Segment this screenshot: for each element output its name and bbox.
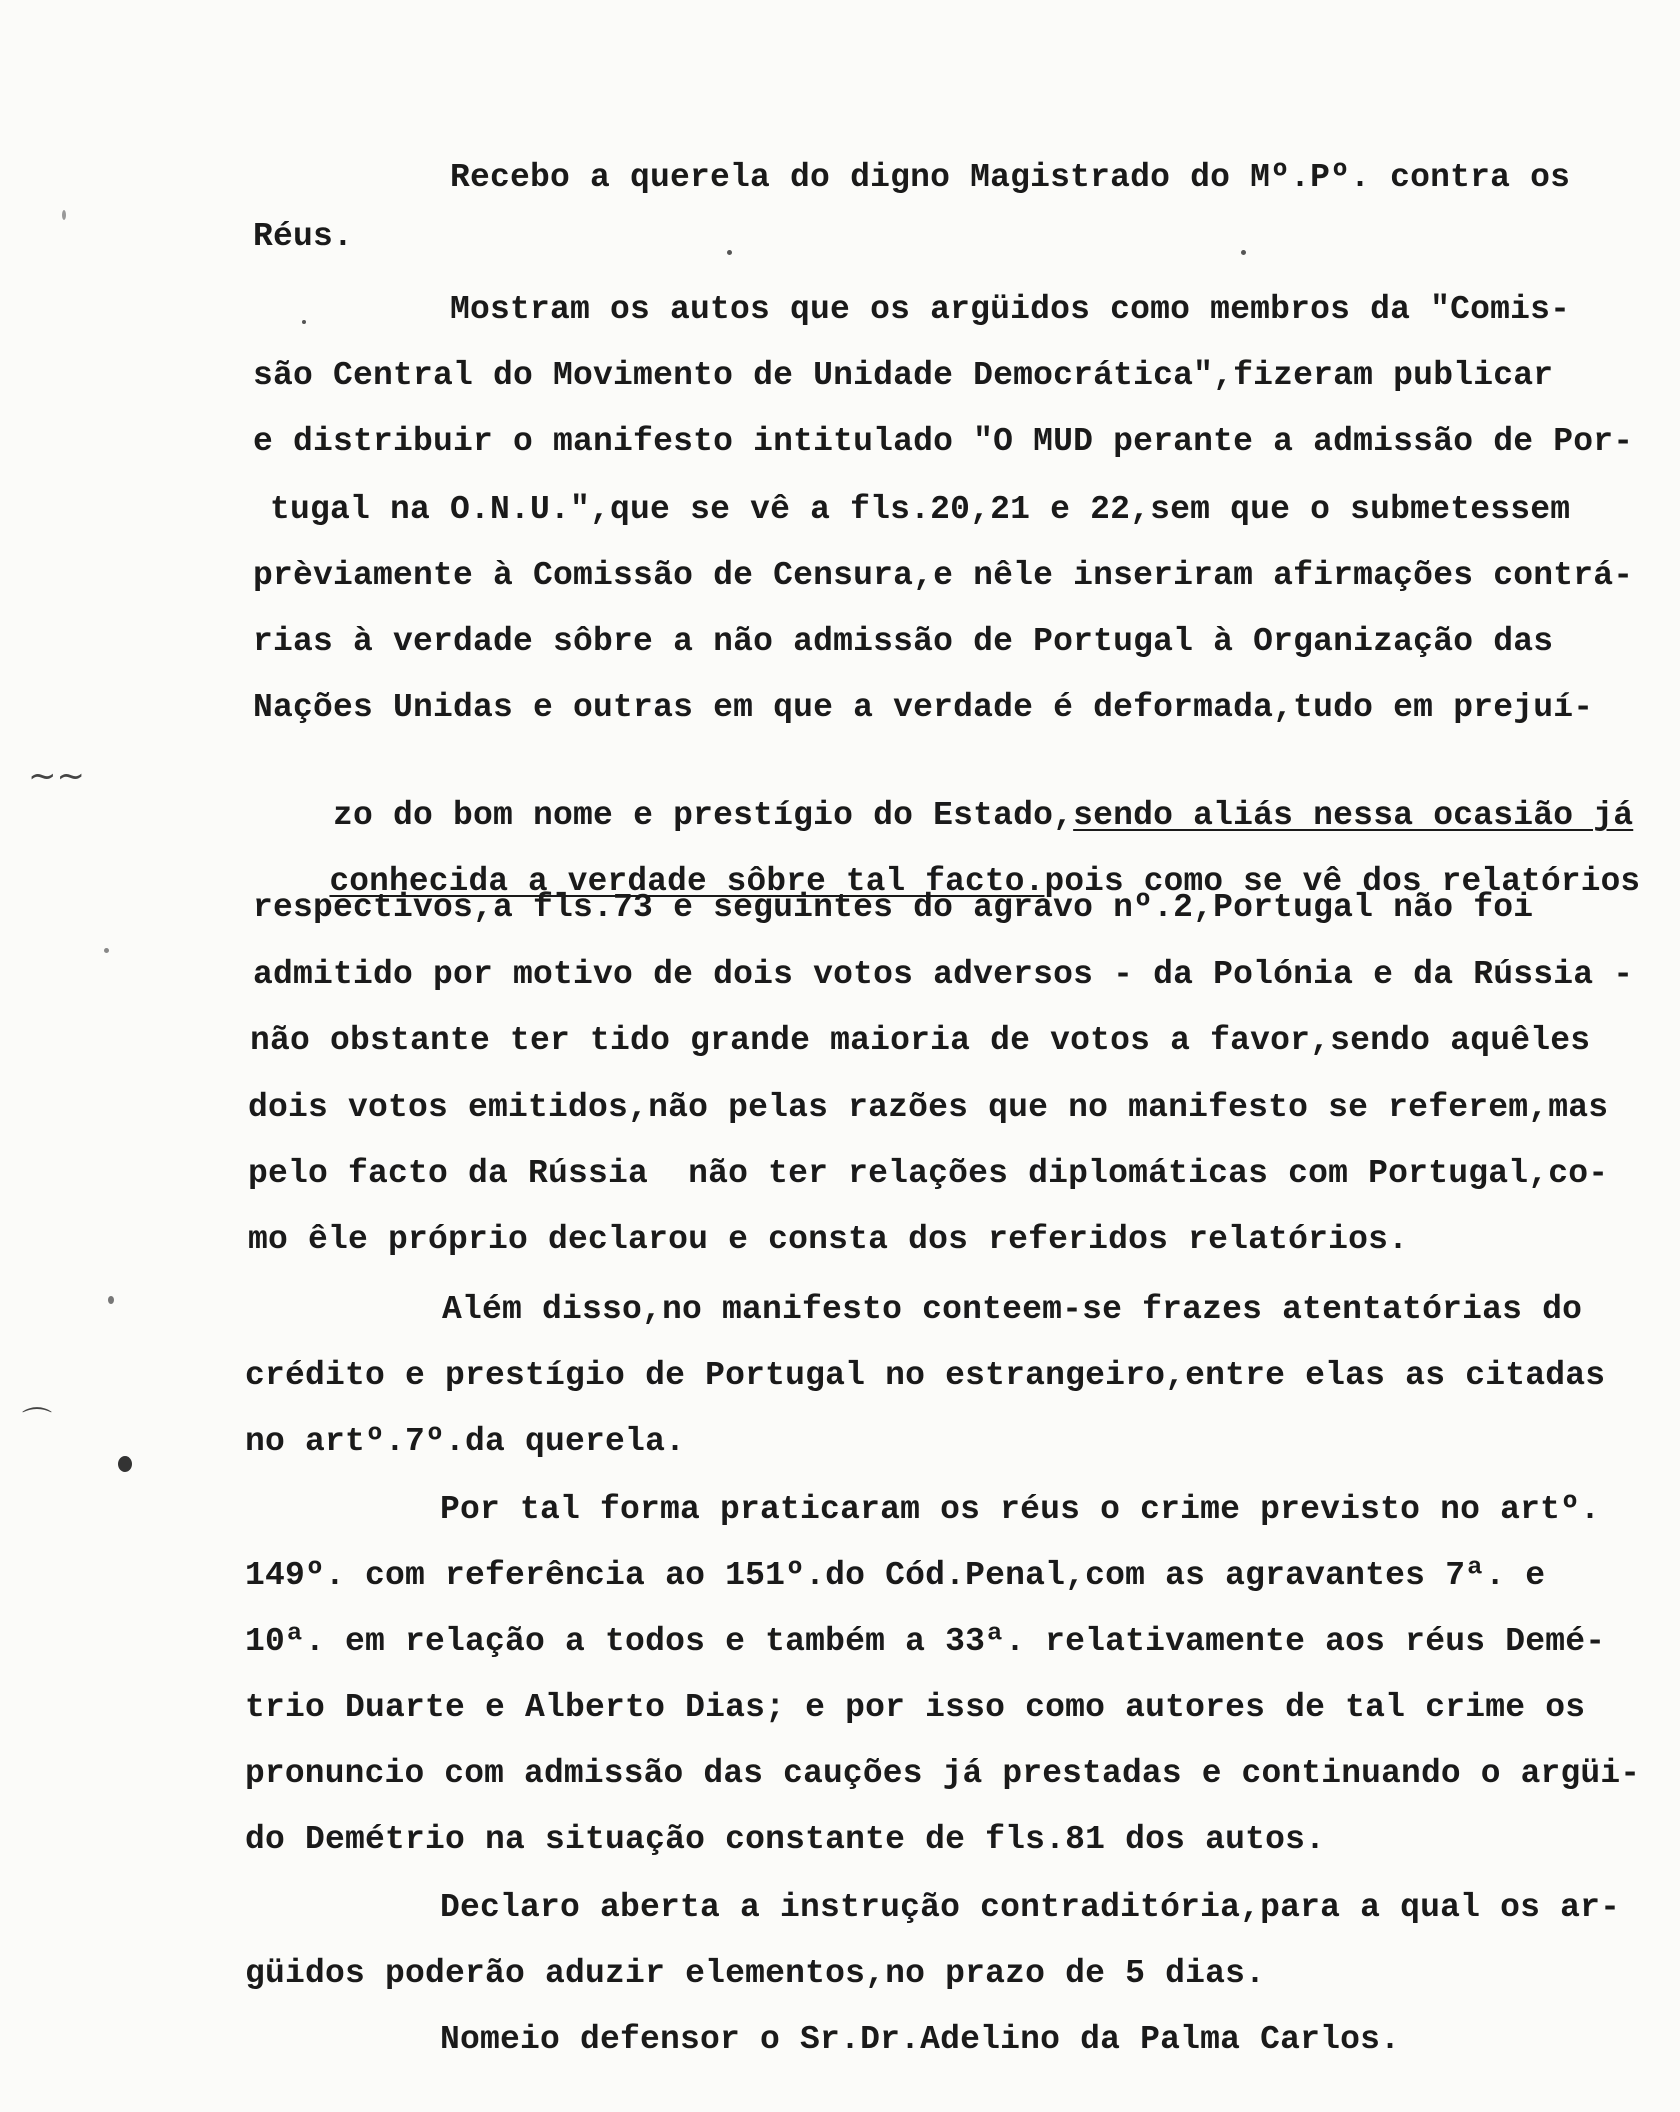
scan-speck	[727, 250, 732, 255]
text-line: Recebo a querela do digno Magistrado do Mº.Pº. contra os	[450, 159, 1571, 196]
text-line: trio Duarte e Alberto Dias; e por isso como autores de tal crime os	[245, 1689, 1586, 1726]
text-line: güidos poderão aduzir elementos,no prazo de 5 dias.	[245, 1955, 1266, 1992]
text-line: Além disso,no manifesto conteem-se frazes atentatórias do	[442, 1291, 1583, 1328]
text-line: são Central do Movimento de Unidade Democrática",fizeram publicar	[253, 357, 1554, 394]
scan-artifact: ~~	[28, 756, 85, 796]
scan-speck	[104, 948, 109, 953]
underlined-text: conhecida a verdade sôbre tal facto.	[329, 863, 1045, 900]
text-line: pelo facto da Rússia não ter relações diplomáticas com Portugal,co-	[248, 1155, 1609, 1192]
text-line: 149º. com referência ao 151º.do Cód.Penal,com as agravantes 7ª. e	[245, 1557, 1546, 1594]
text-line: admitido por motivo de dois votos adversos - da Polónia e da Rússia -	[253, 956, 1634, 993]
text-line: Mostram os autos que os argüidos como membros da "Comis-	[450, 291, 1571, 328]
text-line: do Demétrio na situação constante de fls.81 dos autos.	[245, 1821, 1326, 1858]
text-line: Por tal forma praticaram os réus o crime previsto no artº.	[440, 1491, 1601, 1528]
text-line: respectivos,a fls.73 e seguintes do agravo nº.2,Portugal não foi	[253, 889, 1534, 926]
scan-speck	[108, 1296, 114, 1304]
text-line: Nações Unidas e outras em que a verdade é deformada,tudo em prejuí-	[253, 689, 1594, 726]
scan-speck	[118, 1456, 132, 1472]
text-segment: pois como se vê dos relatórios	[1044, 863, 1641, 900]
scan-speck	[302, 320, 306, 324]
scan-speck	[62, 210, 66, 220]
text-line: prèviamente à Comissão de Censura,e nêle inseriram afirmações contrá-	[253, 557, 1634, 594]
text-line: rias à verdade sôbre a não admissão de Portugal à Organização das	[253, 623, 1554, 660]
underlined-text: sendo aliás nessa ocasião já	[1073, 797, 1634, 834]
text-segment: zo do bom nome e prestígio do Estado,	[333, 797, 1074, 834]
text-line: tugal na O.N.U.",que se vê a fls.20,21 e 22,sem que o submetessem	[270, 491, 1571, 528]
text-line: Réus.	[253, 218, 354, 255]
text-line: dois votos emitidos,não pelas razões que no manifesto se referem,mas	[248, 1089, 1609, 1126]
text-line: crédito e prestígio de Portugal no estrangeiro,entre elas as citadas	[245, 1357, 1606, 1394]
text-line: Nomeio defensor o Sr.Dr.Adelino da Palma Carlos.	[440, 2021, 1401, 2058]
scan-speck	[1241, 250, 1246, 255]
text-line: mo êle próprio declarou e consta dos referidos relatórios.	[248, 1221, 1409, 1258]
text-line: 10ª. em relação a todos e também a 33ª. relativamente aos réus Demé-	[245, 1623, 1606, 1660]
text-line: e distribuir o manifesto intitulado "O MUD perante a admissão de Por-	[253, 423, 1634, 460]
text-line: pronuncio com admissão das cauções já prestadas e continuando o argüi-	[245, 1755, 1641, 1792]
scan-artifact: ⌒	[22, 1406, 52, 1441]
text-line: Declaro aberta a instrução contraditória,para a qual os ar-	[440, 1889, 1621, 1926]
text-line: não obstante ter tido grande maioria de votos a favor,sendo aquêles	[250, 1022, 1591, 1059]
text-line: no artº.7º.da querela.	[245, 1423, 686, 1460]
